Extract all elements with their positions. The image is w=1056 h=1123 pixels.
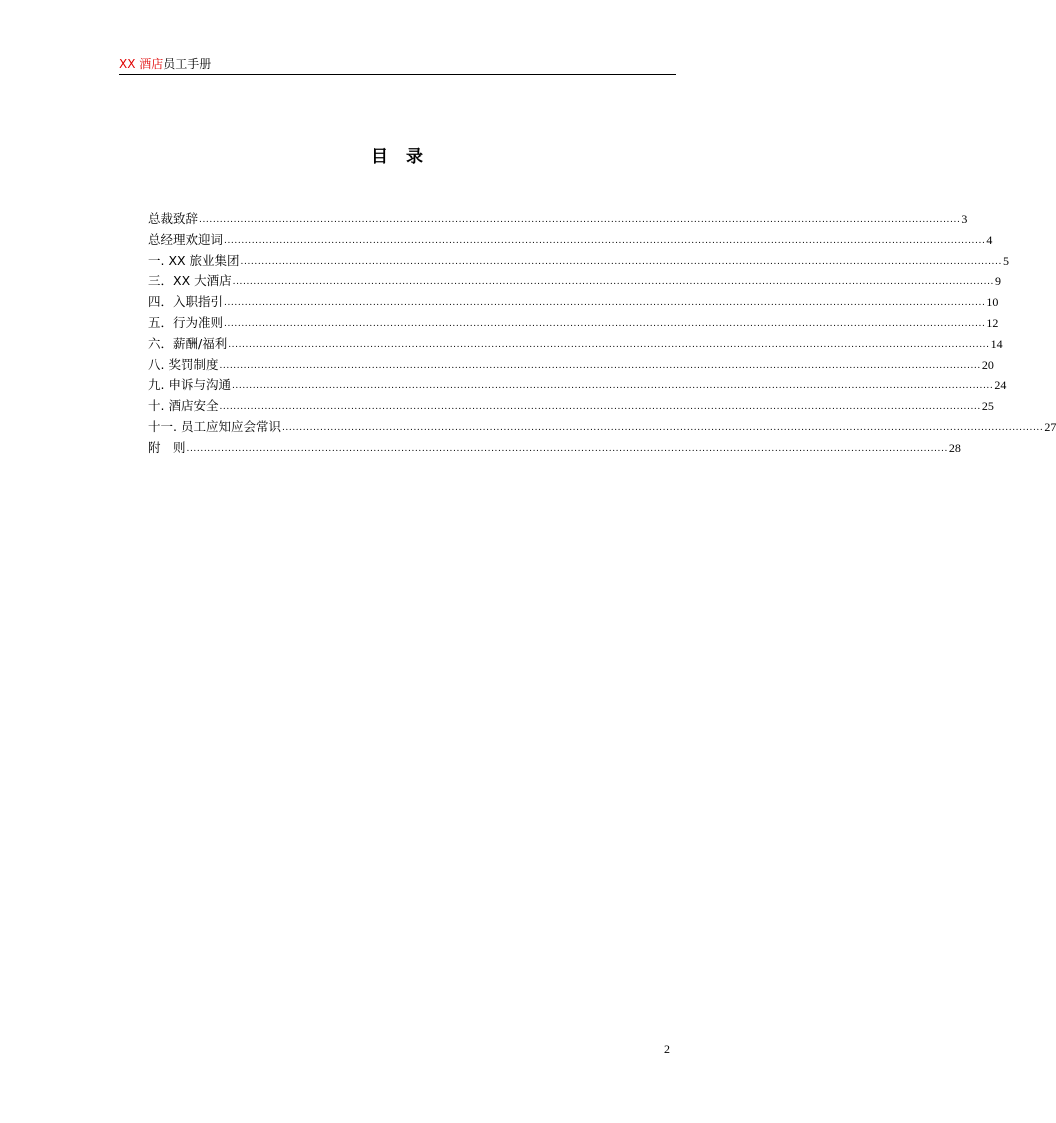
header-brand: XX 酒店 bbox=[119, 57, 164, 71]
toc-leader-dots: ............................................................................................................................................................................................................................ bbox=[224, 298, 986, 309]
toc-leader-dots: ............................................................................................................................................................................................................................ bbox=[224, 318, 986, 329]
toc-entry[interactable] bbox=[148, 375, 1007, 396]
toc-entry[interactable] bbox=[148, 313, 999, 334]
toc-entry[interactable] bbox=[148, 355, 994, 376]
toc-entry-page: 28 bbox=[948, 440, 961, 455]
toc-entry[interactable] bbox=[148, 417, 1056, 438]
toc-entry-page: 14 bbox=[990, 336, 1003, 351]
toc-leader-dots: ............................................................................................................................................................................................................................ bbox=[228, 339, 990, 350]
toc-entry-label: 四．入职指引 bbox=[148, 294, 224, 310]
toc-entry-page: 12 bbox=[986, 315, 999, 330]
toc-entry-label: 六．薪酬/福利 bbox=[148, 335, 228, 351]
toc-entry-label: 总经理欢迎词 bbox=[148, 231, 224, 247]
table-of-contents bbox=[148, 209, 1056, 459]
toc-entry-label: 附 则 bbox=[148, 439, 186, 455]
toc-leader-dots: ............................................................................................................................................................................................................................ bbox=[232, 277, 994, 288]
toc-entry-label: 总裁致辞 bbox=[148, 211, 199, 226]
toc-entry-label: 五．行为准则 bbox=[148, 314, 224, 330]
toc-entry-page: 10 bbox=[986, 295, 999, 310]
toc-entry-page: 24 bbox=[994, 378, 1007, 393]
toc-entry-label: 三．XX 大酒店 bbox=[148, 273, 232, 289]
toc-entry[interactable] bbox=[148, 292, 999, 313]
toc-entry-page: 25 bbox=[981, 399, 994, 414]
toc-leader-dots: ............................................................................................................................................................................................................................ bbox=[231, 381, 994, 392]
toc-entry-label: 十一. 员工应知应会常识 bbox=[148, 418, 281, 434]
toc-entry-page: 4 bbox=[986, 232, 993, 247]
toc-entry[interactable] bbox=[148, 396, 994, 417]
toc-entry[interactable] bbox=[148, 271, 1001, 292]
toc-entry-page: 5 bbox=[1002, 253, 1009, 268]
toc-leader-dots: ............................................................................................................................................................................................................................ bbox=[199, 215, 961, 225]
toc-leader-dots: ............................................................................................................................................................................................................................ bbox=[281, 422, 1044, 433]
toc-entry[interactable] bbox=[148, 334, 1003, 355]
toc-entry-label: 九. 申诉与沟通 bbox=[148, 377, 231, 393]
toc-entry[interactable] bbox=[148, 230, 993, 251]
toc-leader-dots: ............................................................................................................................................................................................................................ bbox=[186, 443, 948, 454]
toc-entry-page: 9 bbox=[995, 274, 1001, 289]
toc-title: 目录 bbox=[371, 147, 441, 167]
toc-entry-page: 3 bbox=[961, 212, 968, 226]
toc-entry[interactable] bbox=[148, 209, 968, 230]
page-number: 2 bbox=[664, 1042, 670, 1056]
toc-leader-dots: ............................................................................................................................................................................................................................ bbox=[224, 235, 986, 246]
toc-entry-page: 20 bbox=[981, 357, 994, 372]
header-doc-title: 员工手册 bbox=[163, 57, 212, 71]
page-header bbox=[119, 56, 676, 75]
toc-entry[interactable] bbox=[148, 438, 961, 459]
toc-entry-page: 27 bbox=[1044, 419, 1056, 434]
toc-leader-dots: ............................................................................................................................................................................................................................ bbox=[240, 256, 1002, 267]
toc-leader-dots: ............................................................................................................................................................................................................................ bbox=[219, 360, 981, 371]
toc-entry-label: 八. 奖罚制度 bbox=[148, 356, 219, 372]
toc-leader-dots: ............................................................................................................................................................................................................................ bbox=[219, 402, 981, 413]
toc-entry-label: 一. XX 旅业集团 bbox=[148, 252, 240, 268]
toc-entry[interactable] bbox=[148, 251, 1009, 272]
toc-entry-label: 十. 酒店安全 bbox=[148, 398, 219, 414]
